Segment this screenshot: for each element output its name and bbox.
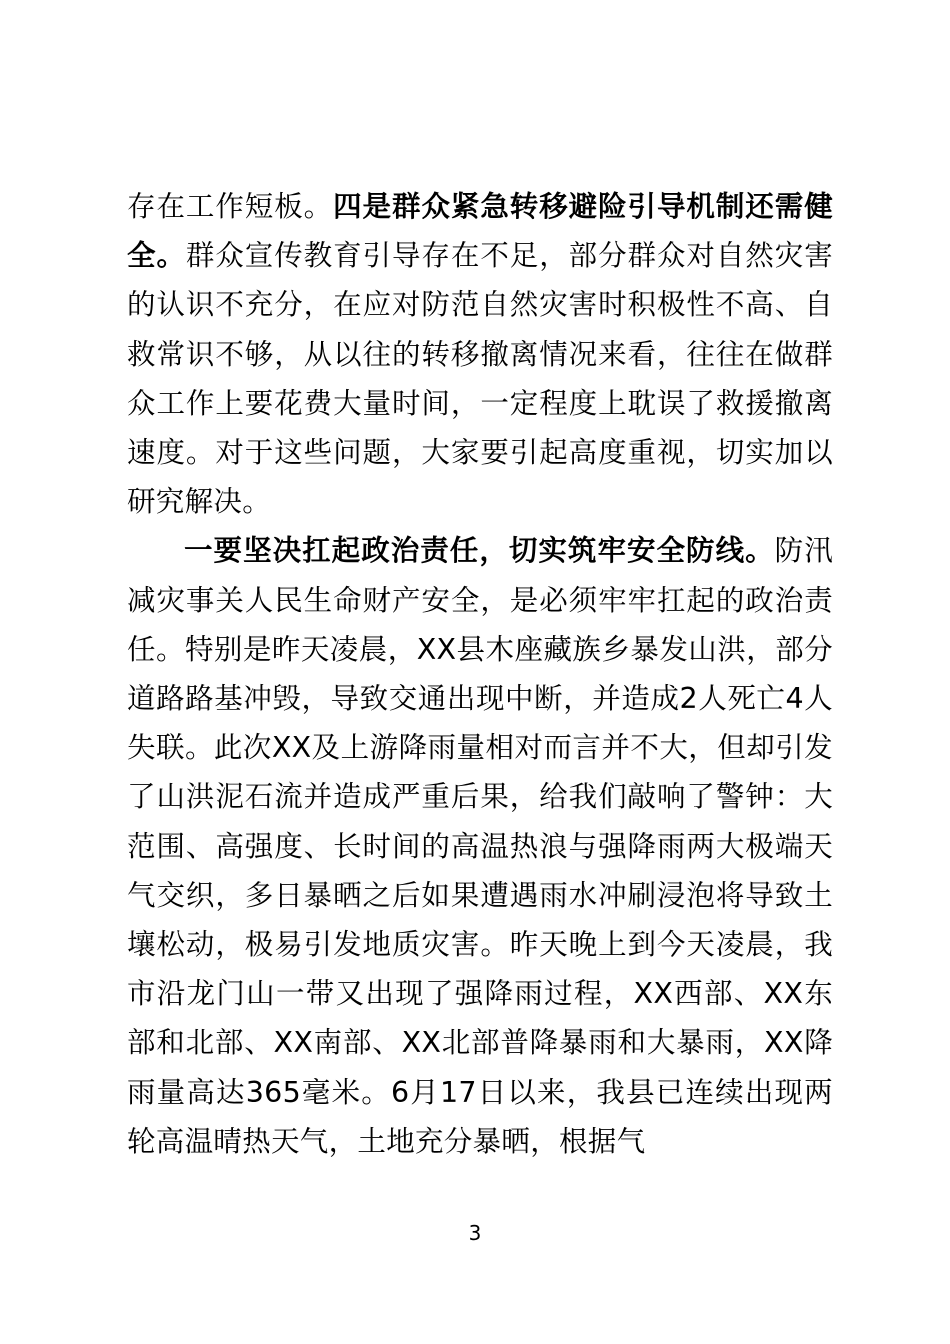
page-number: 3 [468, 1221, 482, 1245]
paragraph-1-text-2: 群众宣传教育引导存在不足，部分群众对自然灾害的认识不充分，在应对防范自然灾害时积极性不高、自救常识不够，从以往的转移撤离情况来看，往往在做群众工作上要花费大量时间，一定程度上耽误了救援撤离速度。对于这些问题，大家要引起高度重视，切实加以研究解决。 [127, 239, 833, 519]
paragraph-1 [127, 182, 833, 526]
paragraph-1-text-1: 存在工作短板。 [127, 190, 334, 223]
paragraph-2-text: 防汛减灾事关人民生命财产安全，是必须牢牢扛起的政治责任。特别是昨天凌晨，XX县木座藏族乡暴发山洪，部分道路路基冲毁，导致交通出现中断，并造成2人死亡4人失联。此次XX及上游降雨量相对而言并不大，但却引发了山洪泥石流并造成严重后果，给我们敲响了警钟：大范围、高强度、长时间的高温热浪与强降雨两大极端天气交织，多日暴晒之后如果遭遇雨水冲刷浸泡将导致土壤松动，极易引发地质灾害。昨天晚上到今天凌晨，我市沿龙门山一带又出现了强降雨过程，XX西部、XX东部和北部、XX南部、XX北部普降暴雨和大暴雨，XX降雨量高达365毫米。6月17日以来，我县已连续出现两轮高温晴热天气，土地充分暴晒，根据气 [127, 534, 833, 1158]
paragraph-1-heading: 四是群众紧急转移避险引导机制还需健全。 [127, 190, 833, 273]
document-body [127, 182, 833, 1166]
paragraph-2 [127, 526, 833, 1166]
paragraph-2-heading: 一要坚决扛起政治责任，切实筑牢安全防线。 [184, 534, 775, 568]
